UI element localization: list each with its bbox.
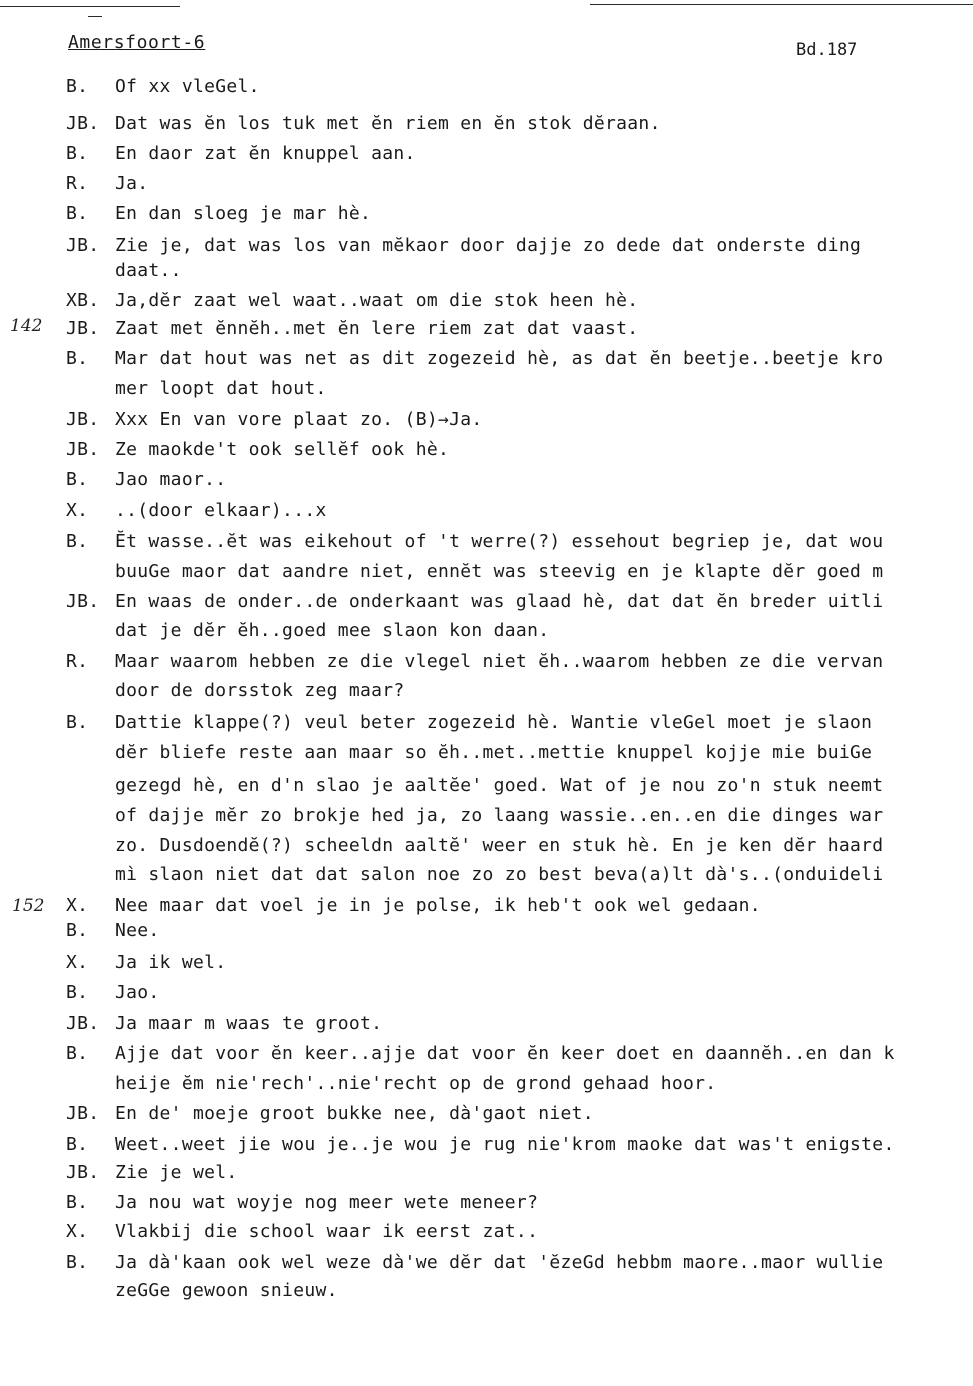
speaker-label: R. bbox=[66, 173, 89, 194]
speaker-label: JB. bbox=[66, 113, 100, 134]
line-text: Zaat met ĕnnĕh..met ĕn lere riem zat dat vaast. bbox=[115, 318, 639, 339]
line-text: ..(door elkaar)...x bbox=[115, 500, 327, 521]
speaker-label: B. bbox=[66, 531, 89, 552]
line-continuation: dĕr bliefe reste aan maar so ĕh..met..mettie knuppel kojje mie buiGe bbox=[115, 742, 873, 763]
line-text: Maar waarom hebben ze die vlegel niet ĕh..waarom hebben ze die vervan bbox=[115, 651, 884, 672]
line-text: Mar dat hout was net as dit zogezeid hè, as dat ĕn beetje..beetje kro bbox=[115, 348, 884, 369]
page-title: Amersfoort-6 bbox=[68, 32, 206, 53]
line-text: Ja dà'kaan ook wel weze dà'we dĕr dat 'ĕzeGd hebbm maore..maor wullie bbox=[115, 1252, 884, 1273]
speaker-label: X. bbox=[66, 1221, 89, 1242]
speaker-label: X. bbox=[66, 500, 89, 521]
line-text: Ze maokde't ook sellĕf ook hè. bbox=[115, 439, 450, 460]
top-border-line bbox=[590, 4, 973, 5]
speaker-label: R. bbox=[66, 651, 89, 672]
speaker-label: B. bbox=[66, 348, 89, 369]
line-text: Jao. bbox=[115, 982, 160, 1003]
speaker-label: X. bbox=[66, 895, 89, 916]
line-text: Dattie klappe(?) veul beter zogezeid hè. Wantie vleGel moet je slaon bbox=[115, 712, 873, 733]
speaker-label: B. bbox=[66, 1134, 89, 1155]
speaker-label: B. bbox=[66, 920, 89, 941]
speaker-label: JB. bbox=[66, 318, 100, 339]
line-text: Zie je, dat was los van mĕkaor door dajje zo dede dat onderste ding bbox=[115, 235, 862, 256]
line-text: Ja nou wat woyje nog meer wete meneer? bbox=[115, 1192, 539, 1213]
speaker-label: B. bbox=[66, 712, 89, 733]
line-text: Of xx vleGel. bbox=[115, 76, 260, 97]
line-continuation: daat.. bbox=[115, 260, 182, 281]
line-continuation: gezegd hè, en d'n slao je aaltĕe' goed. Wat of je nou zo'n stuk neemt bbox=[115, 775, 884, 796]
line-continuation: zeGGe gewoon snieuw. bbox=[115, 1280, 338, 1301]
speaker-label: JB. bbox=[66, 1103, 100, 1124]
line-text: Zie je wel. bbox=[115, 1162, 238, 1183]
speaker-label: JB. bbox=[66, 1013, 100, 1034]
line-text: Vlakbij die school waar ik eerst zat.. bbox=[115, 1221, 539, 1242]
line-text: En de' moeje groot bukke nee, dà'gaot niet. bbox=[115, 1103, 594, 1124]
speaker-label: XB. bbox=[66, 290, 100, 311]
line-text: Jao maor.. bbox=[115, 469, 227, 490]
margin-note: 152 bbox=[12, 896, 45, 916]
line-continuation: zo. Dusdoendĕ(?) scheeldn aaltĕ' weer en stuk hè. En je ken dĕr haard bbox=[115, 835, 884, 856]
line-continuation: buuGe maor dat aandre niet, ennĕt was steevig en je klapte dĕr goed m bbox=[115, 561, 884, 582]
line-continuation: dat je dĕr ĕh..goed mee slaon kon daan. bbox=[115, 620, 550, 641]
line-continuation: of dajje mĕr zo brokje hed ja, zo laang wassie..en..en die dinges war bbox=[115, 805, 884, 826]
speaker-label: B. bbox=[66, 76, 89, 97]
speaker-label: JB. bbox=[66, 1162, 100, 1183]
line-text: Ja,dĕr zaat wel waat..waat om die stok heen hè. bbox=[115, 290, 639, 311]
speaker-label: B. bbox=[66, 203, 89, 224]
top-border-line bbox=[0, 6, 180, 7]
line-text: Ajje dat voor ĕn keer..ajje dat voor ĕn keer doet en daannĕh..en dan k bbox=[115, 1043, 895, 1064]
line-continuation: heije ĕm nie'rech'..nie'recht op de grond gehaad hoor. bbox=[115, 1073, 717, 1094]
line-text: En waas de onder..de onderkaant was glaad hè, dat dat ĕn breder uitli bbox=[115, 591, 884, 612]
speaker-label: B. bbox=[66, 982, 89, 1003]
speaker-label: JB. bbox=[66, 235, 100, 256]
line-continuation: mì slaon niet dat dat salon noe zo zo best beva(a)lt dà's..(onduideli bbox=[115, 864, 884, 885]
speaker-label: B. bbox=[66, 1192, 89, 1213]
line-text: Weet..weet jie wou je..je wou je rug nie'krom maoke dat was't enigste. bbox=[115, 1134, 895, 1155]
line-text: Ja maar m waas te groot. bbox=[115, 1013, 383, 1034]
line-text: Nee maar dat voel je in je polse, ik heb't ook wel gedaan. bbox=[115, 895, 761, 916]
margin-note: 142 bbox=[10, 316, 43, 336]
speaker-label: JB. bbox=[66, 439, 100, 460]
line-text: En dan sloeg je mar hè. bbox=[115, 203, 372, 224]
line-text: Xxx En van vore plaat zo. (B)→Ja. bbox=[115, 409, 483, 430]
speaker-label: JB. bbox=[66, 409, 100, 430]
line-continuation: mer loopt dat hout. bbox=[115, 378, 327, 399]
top-border-tick bbox=[88, 16, 102, 17]
speaker-label: B. bbox=[66, 469, 89, 490]
speaker-label: B. bbox=[66, 143, 89, 164]
speaker-label: B. bbox=[66, 1252, 89, 1273]
speaker-label: X. bbox=[66, 952, 89, 973]
speaker-label: B. bbox=[66, 1043, 89, 1064]
line-text: Ja. bbox=[115, 173, 149, 194]
line-text: Ĕt wasse..ĕt was eikehout of 't werre(?) essehout begriep je, dat wou bbox=[115, 531, 884, 552]
speaker-label: JB. bbox=[66, 591, 100, 612]
line-text: En daor zat ĕn knuppel aan. bbox=[115, 143, 416, 164]
line-text: Ja ik wel. bbox=[115, 952, 227, 973]
line-text: Dat was ĕn los tuk met ĕn riem en ĕn stok dĕraan. bbox=[115, 113, 661, 134]
line-text: Nee. bbox=[115, 920, 160, 941]
line-continuation: door de dorsstok zeg maar? bbox=[115, 680, 405, 701]
page-reference: Bd.187 bbox=[796, 40, 858, 60]
